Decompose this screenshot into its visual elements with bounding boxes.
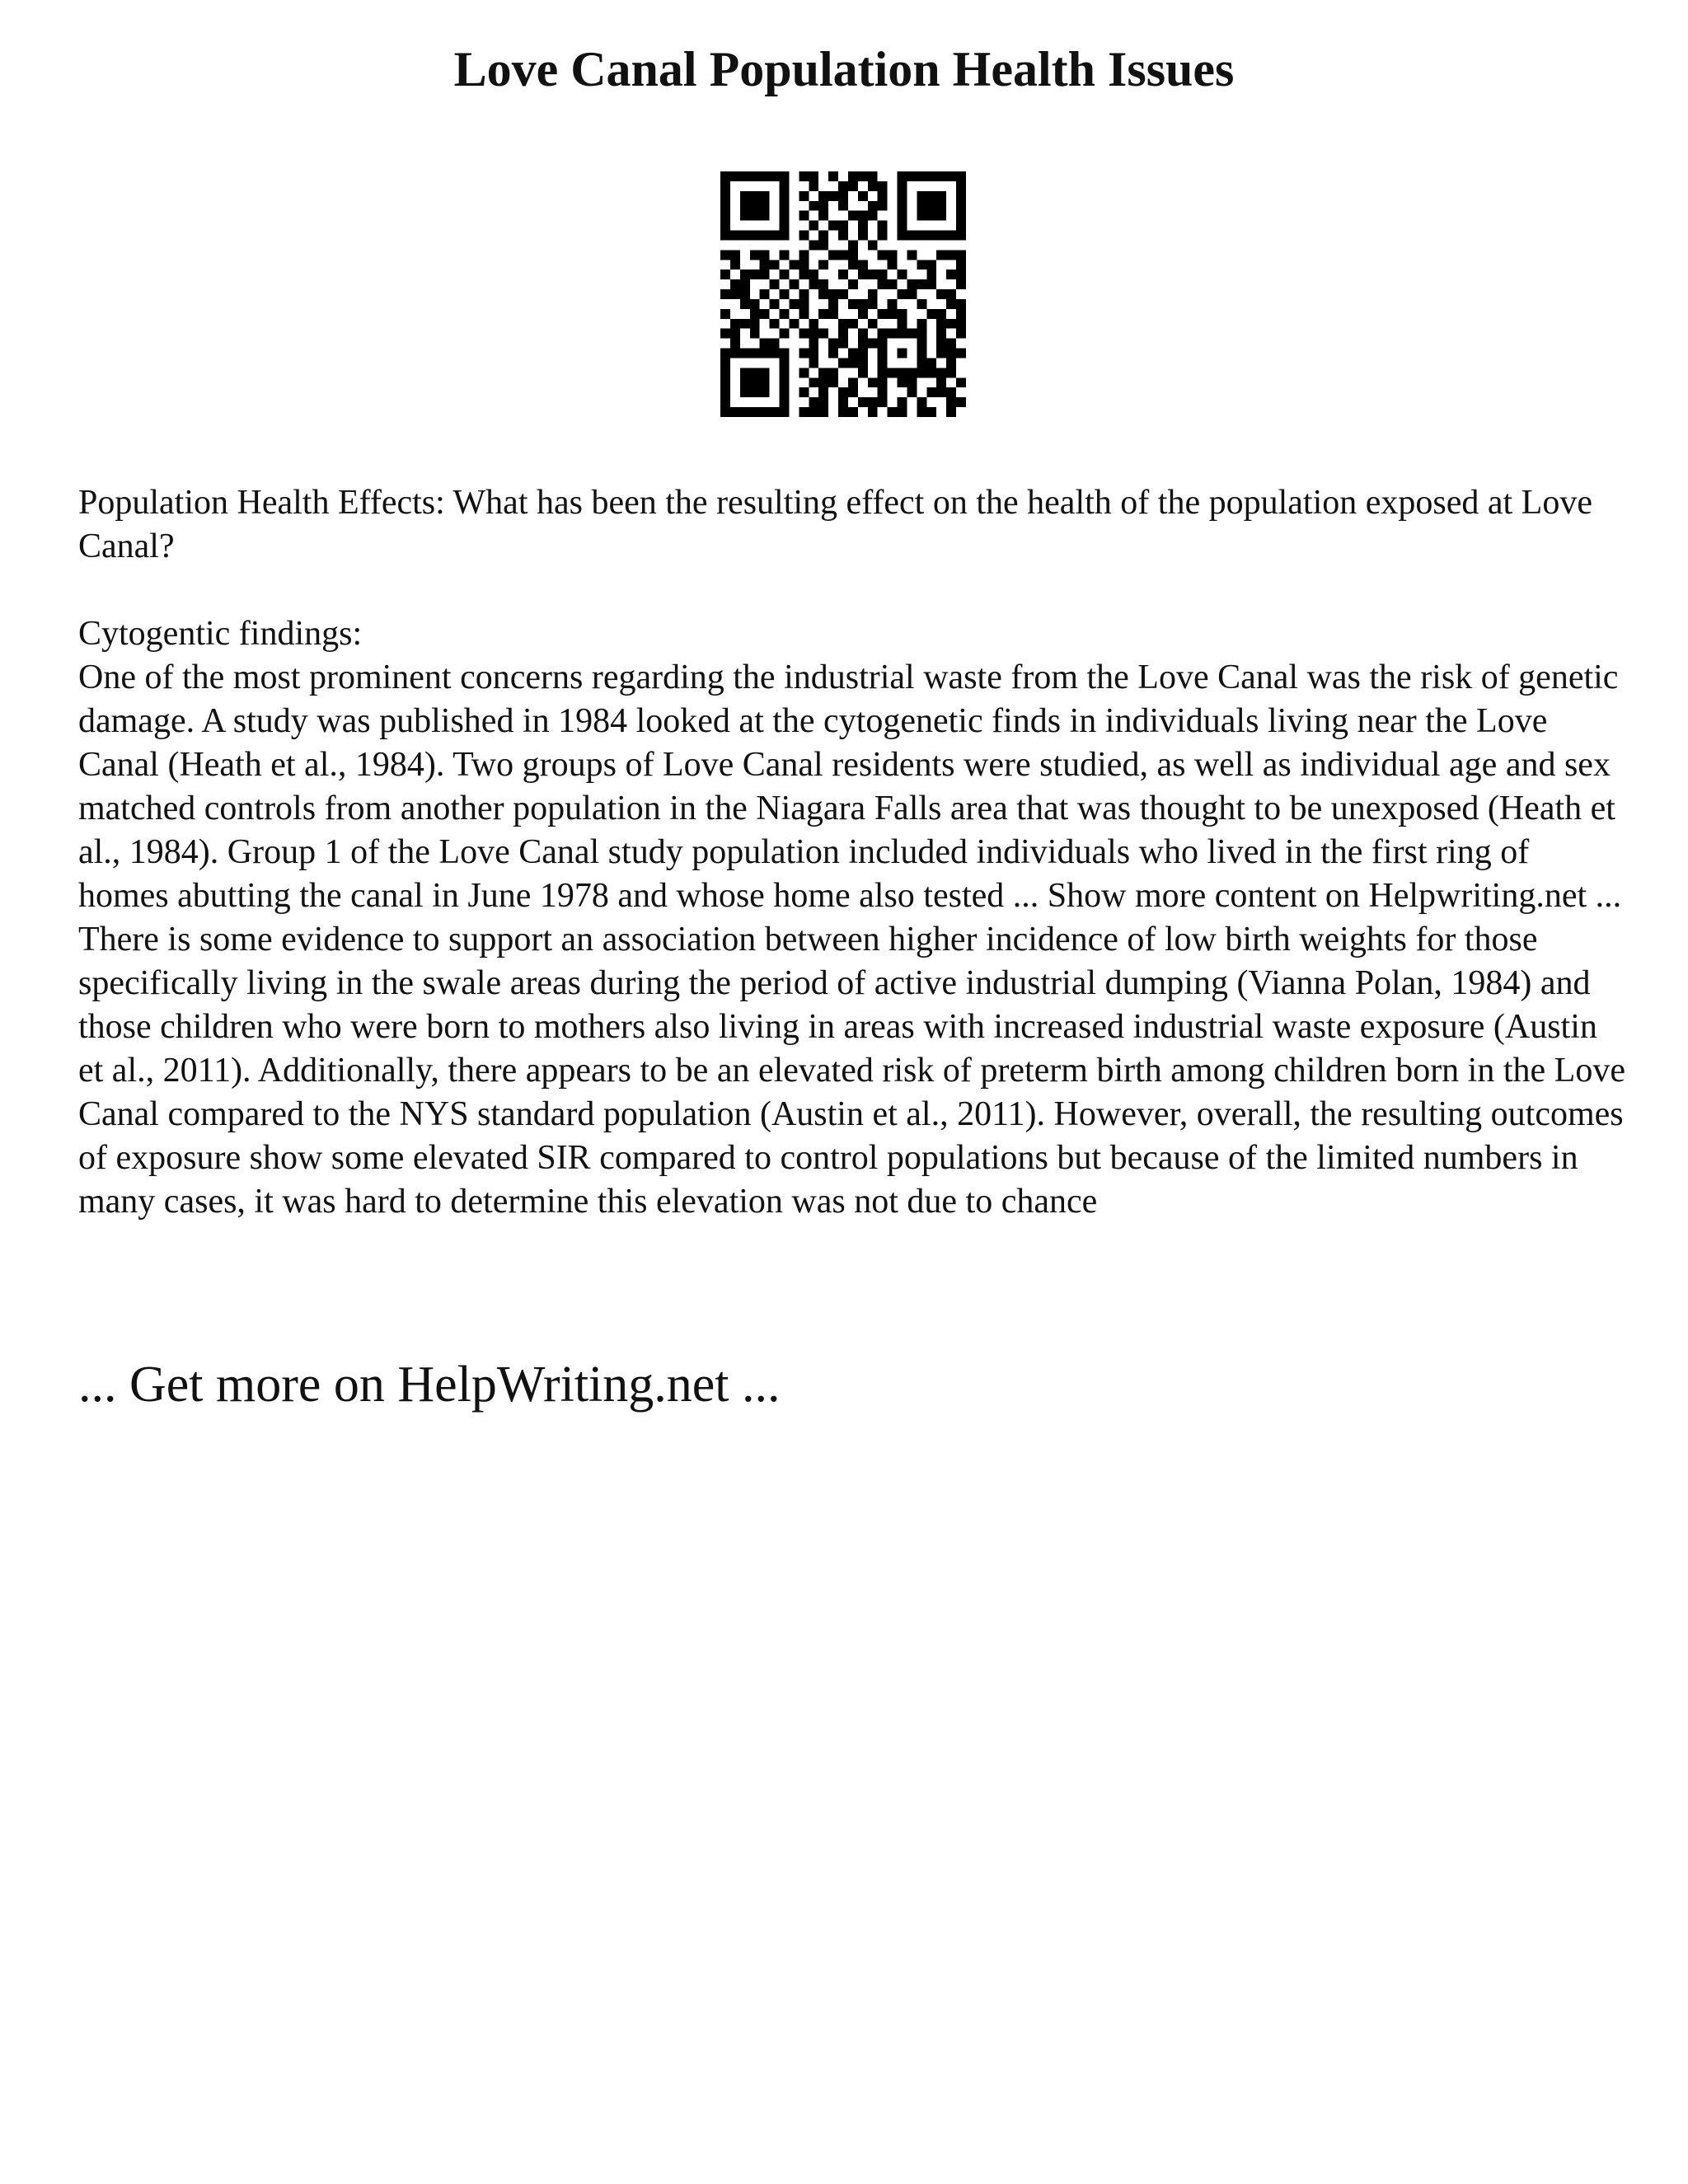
page-title: Love Canal Population Health Issues — [453, 42, 1235, 96]
get-more-link[interactable]: ... Get more on HelpWriting.net ... — [78, 1357, 781, 1413]
body-paragraph-1: One of the most prominent concerns regarding the industrial waste from the Love Canal was the risk of genetic damage. A study was published in 1984 looked at the cytogenetic finds in individuals living near the Love Canal (Heath et al., 1984). Two groups of Love Canal residents were studied, as well as individual age and sex matched controls from another population in the Niagara Falls area that was thought to be unexposed (Heath et al., 1984). Group 1 of the Love Canal study population included individuals who lived in the first ring of homes abutting the canal in June 1978 and whose home also tested ... Show more content on Helpwriting.net ... — [78, 658, 1622, 915]
document-body — [78, 481, 1628, 1224]
body-paragraph-2: There is some evidence to support an association between higher incidence of low birth weights for those specifically living in the swale areas during the period of active industrial dumping (Vianna Polan, 1984) and those children who were born to mothers also living in areas with increased industrial waste exposure (Austin et al., 2011). Additionally, there appears to be an elevated risk of preterm birth among children born in the Love Canal compared to the NYS standard population (Austin et al., 2011). However, overall, the resulting outcomes of exposure show some elevated SIR compared to control populations but because of the limited numbers in many cases, it was hard to determine this elevation was not due to chance — [78, 921, 1625, 1221]
paragraph-gap — [78, 569, 1628, 612]
intro-question: Population Health Effects: What has been the resulting effect on the health of the population exposed at Love Canal? — [78, 484, 1592, 565]
qr-code-icon — [720, 171, 966, 417]
section-heading: Cytogentic findings: — [78, 615, 363, 653]
